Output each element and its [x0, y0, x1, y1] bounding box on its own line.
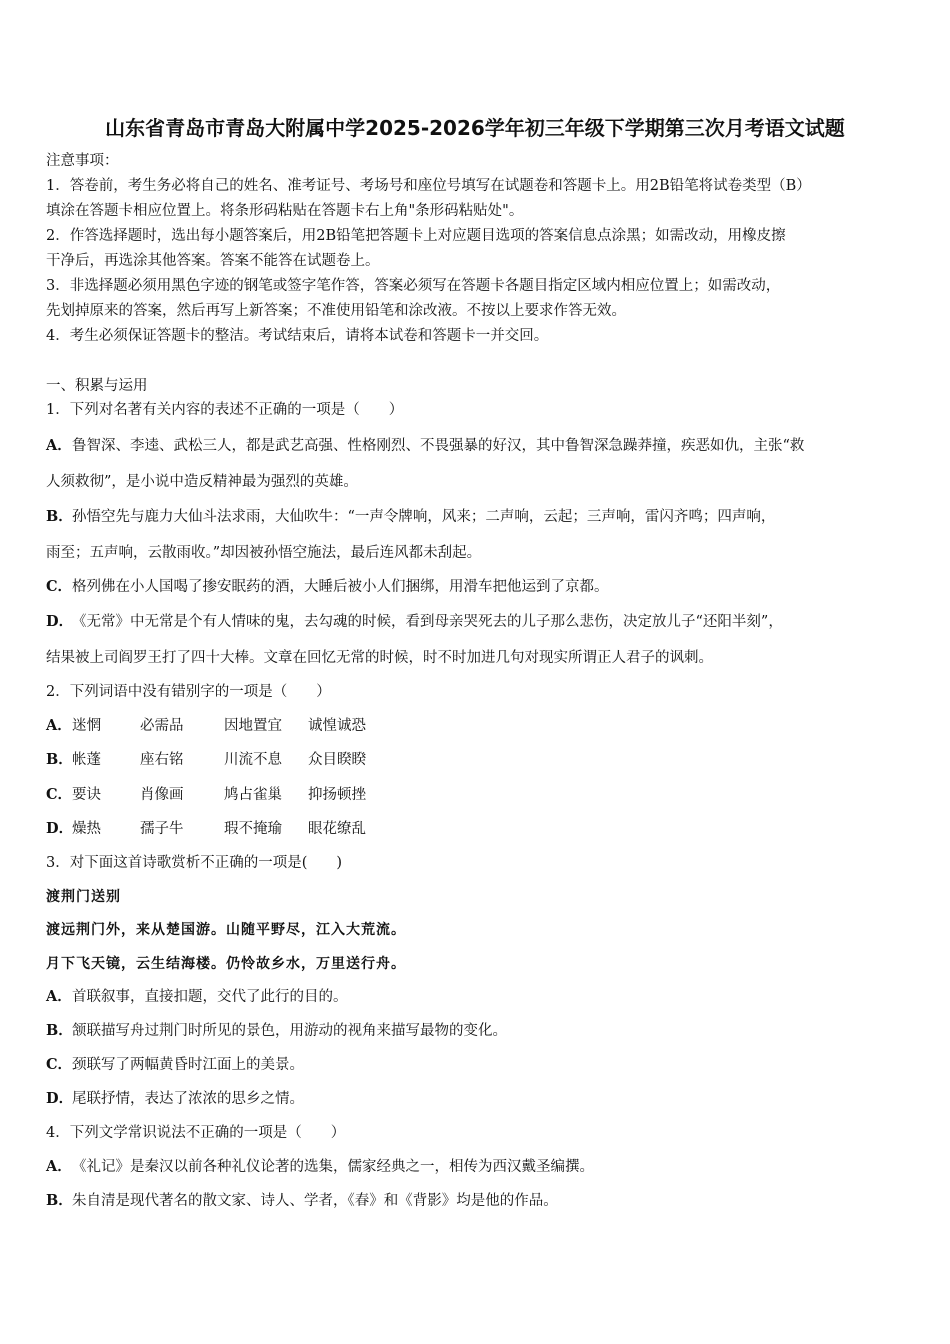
option-label: C．: [46, 786, 73, 803]
option-label: A．: [46, 1158, 72, 1175]
word: 孺子牛: [140, 821, 184, 837]
q1-option-d: [46, 612, 783, 632]
word: 因地置宜: [224, 718, 282, 734]
page-title: 山东省青岛市青岛大附属中学2025-2026学年初三年级下学期第三次月考语文试题: [105, 116, 845, 140]
word: 迷惘: [72, 718, 101, 734]
option-text: 格列佛在小人国喝了掺安眠药的酒，大睡后被小人们捆绑，用滑车把他运到了京都。: [72, 579, 609, 595]
question-1-stem: 1．下列对名著有关内容的表述不正确的一项是（ ）: [46, 402, 404, 418]
option-text: 《礼记》是秦汉以前各种礼仪论著的选集，儒家经典之一，相传为西汉戴圣编撰。: [72, 1159, 594, 1175]
q3-option-a: [46, 987, 348, 1007]
q2-option-c: [46, 785, 366, 805]
option-text: 鲁智深、李逵、武松三人，都是武艺高强、性格刚烈、不畏强暴的好汉，其中鲁智深急躁莽撞，疾恶如仇，主张“救: [72, 438, 805, 454]
word: 眼花缭乱: [308, 821, 366, 837]
notice-line: 4．考生必须保证答题卡的整洁。考试结束后，请将本试卷和答题卡一并交回。: [46, 328, 549, 344]
section-heading: 一、积累与运用: [46, 378, 148, 394]
word: 要诀: [72, 787, 101, 803]
q1-option-a: [46, 436, 804, 456]
q1-option-d-cont: 结果被上司阎罗王打了四十大棒。文章在回忆无常的时候，时不时加进几句对现实所谓正人君子的讽刺。: [46, 650, 713, 666]
poem-title: 渡荆门送别: [46, 889, 121, 905]
notice-line: 3．非选择题必须用黑色字迹的钢笔或签字笔作答，答案必须写在答题卡各题目指定区域内相应位置上；如需改动，: [46, 278, 781, 294]
word: 抑扬顿挫: [308, 787, 366, 803]
option-label: D．: [46, 613, 74, 630]
option-label: B．: [46, 751, 73, 768]
q1-option-a-cont: 人须救彻”，是小说中造反精神最为强烈的英雄。: [46, 474, 358, 490]
option-text: 颔联描写舟过荆门时所见的景色，用游动的视角来描写最物的变化。: [72, 1023, 507, 1039]
q3-option-d: [46, 1089, 304, 1109]
option-label: D．: [46, 820, 74, 837]
q2-option-d: [46, 819, 366, 839]
notice-line: 填涂在答题卡相应位置上。将条形码粘贴在答题卡右上角"条形码粘贴处"。: [46, 203, 524, 219]
option-label: D．: [46, 1090, 74, 1107]
option-label: A．: [46, 717, 72, 734]
word: 必需品: [140, 718, 184, 734]
q3-option-c: [46, 1055, 304, 1075]
option-label: C．: [46, 578, 73, 595]
option-text: 尾联抒情，表达了浓浓的思乡之情。: [72, 1091, 304, 1107]
poem-line: 渡远荆门外，来从楚国游。山随平野尽，江入大荒流。: [46, 922, 406, 938]
option-text: 孙悟空先与鹿力大仙斗法求雨，大仙吹牛：“一声令牌响，风来；二声响，云起；三声响，雷闪齐鸣；四声响，: [72, 509, 776, 525]
question-4-stem: 4．下列文学常识说法不正确的一项是（ ）: [46, 1125, 346, 1141]
question-3-stem: 3．对下面这首诗歌赏析不正确的一项是( ): [46, 855, 343, 871]
option-label: C．: [46, 1056, 73, 1073]
word: 燥热: [72, 821, 101, 837]
q2-option-b: [46, 750, 366, 770]
option-label: B．: [46, 1022, 73, 1039]
q1-option-b-cont: 雨至；五声响，云散雨收。”却因被孙悟空施法，最后连风都未刮起。: [46, 545, 482, 561]
option-label: A．: [46, 437, 72, 454]
option-text: 颈联写了两幅黄昏时江面上的美景。: [72, 1057, 304, 1073]
word: 川流不息: [224, 752, 282, 768]
word: 鸠占雀巢: [224, 787, 282, 803]
option-text: 《无常》中无常是个有人情味的鬼，去勾魂的时候，看到母亲哭死去的儿子那么悲伤，决定放儿子“还阳半刻”，: [72, 614, 783, 630]
notice-heading: 注意事项：: [46, 153, 119, 169]
word: 瑕不掩瑜: [224, 821, 282, 837]
notice-line: 2．作答选择题时，选出每小题答案后，用2B铅笔把答题卡上对应题目选项的答案信息点涂黑；如需改动，用橡皮擦: [46, 228, 786, 244]
notice-line: 干净后，再选涂其他答案。答案不能答在试题卷上。: [46, 253, 380, 269]
option-text: 朱自清是现代著名的散文家、诗人、学者，《春》和《背影》均是他的作品。: [72, 1193, 558, 1209]
q4-option-a: [46, 1157, 594, 1177]
option-label: B．: [46, 1192, 73, 1209]
option-label: A．: [46, 988, 72, 1005]
option-text: 首联叙事，直接扣题，交代了此行的目的。: [72, 989, 348, 1005]
option-label: B．: [46, 508, 73, 525]
q1-option-b: [46, 507, 775, 527]
word: 帐蓬: [72, 752, 101, 768]
notice-line: 先划掉原来的答案，然后再写上新答案；不准使用铅笔和涂改液。不按以上要求作答无效。: [46, 303, 626, 319]
notice-line: 1．答卷前，考生务必将自己的姓名、准考证号、考场号和座位号填写在试题卷和答题卡上。用2B铅笔将试卷类型（B）: [46, 178, 811, 194]
q4-option-b: [46, 1191, 558, 1211]
word: 众目睽睽: [308, 752, 366, 768]
word: 座右铭: [140, 752, 184, 768]
word: 诚惶诚恐: [308, 718, 366, 734]
q3-option-b: [46, 1021, 507, 1041]
q1-option-c: [46, 577, 609, 597]
question-2-stem: 2．下列词语中没有错别字的一项是（ ）: [46, 684, 331, 700]
poem-line: 月下飞天镜，云生结海楼。仍怜故乡水，万里送行舟。: [46, 956, 406, 972]
word: 肖像画: [140, 787, 184, 803]
q2-option-a: [46, 716, 366, 736]
